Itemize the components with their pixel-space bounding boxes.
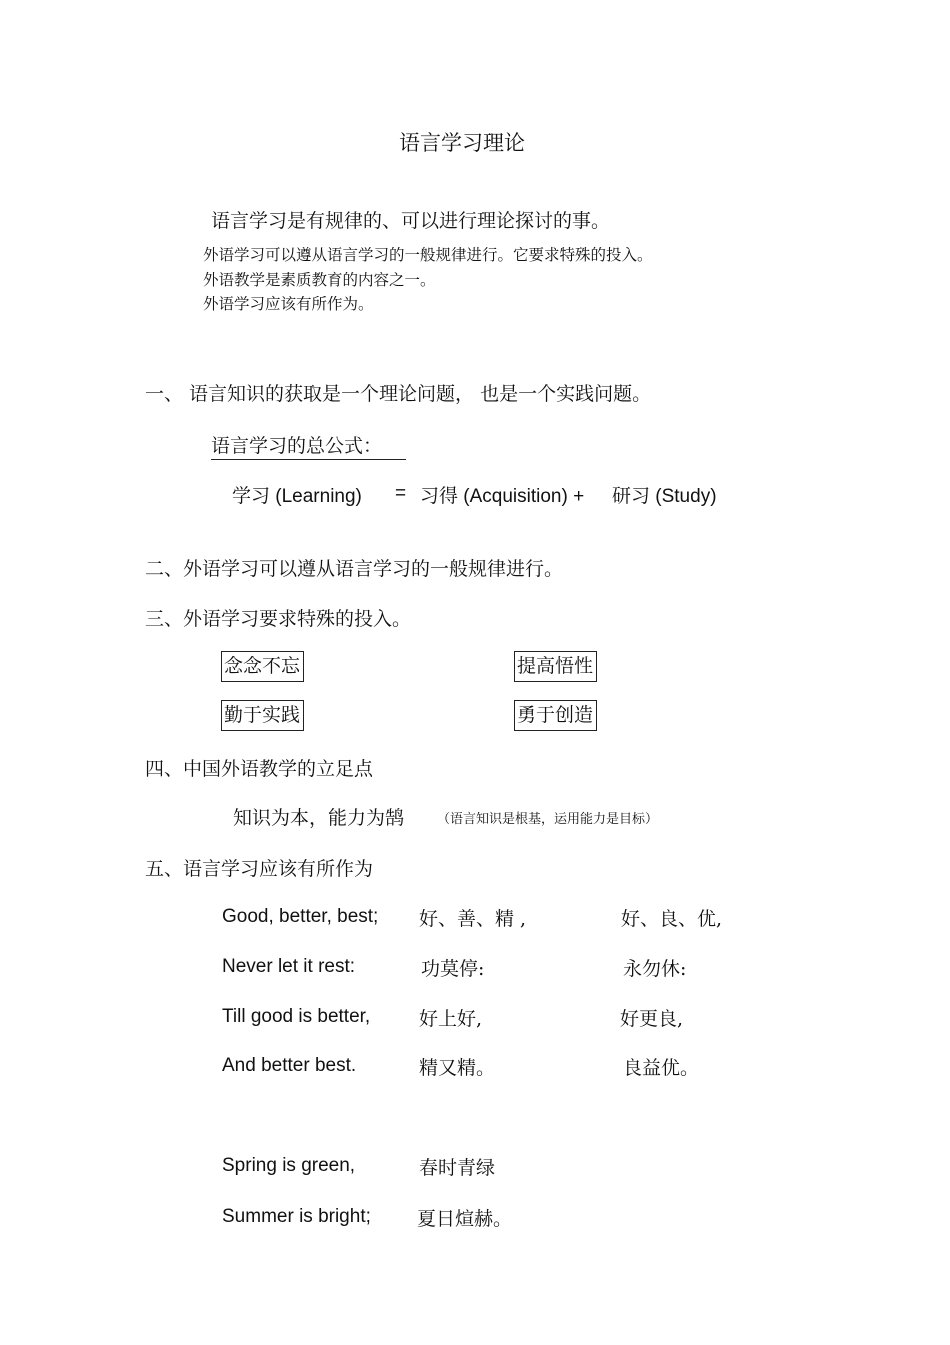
- page-title: 语言学习理论: [399, 131, 525, 155]
- formula-label: [211, 431, 406, 458]
- intro-line: 外语学习应该有所作为。: [203, 295, 374, 313]
- motto: 知识为本，能力为鹄: [233, 807, 405, 829]
- formula-equals: =: [395, 483, 407, 504]
- intro-line: 外语学习可以遵从语言学习的一般规律进行。它要求特殊的投入。: [203, 246, 653, 264]
- intro-line: 外语教学是素质教育的内容之一。: [203, 271, 436, 289]
- verse-english: And better best.: [222, 1055, 357, 1076]
- verse-chinese-1: 好、善、精 ,: [419, 908, 527, 930]
- verse-chinese-2: 好更良,: [620, 1008, 684, 1030]
- verse-english: Good, better, best;: [222, 906, 379, 927]
- boxed-phrase: 勇于创造: [514, 700, 597, 731]
- intro-lead: 语言学习是有规律的、可以进行理论探讨的事。: [211, 210, 611, 232]
- formula-acquisition: 习得 (Acquisition) +: [420, 486, 585, 507]
- section-5-heading: 五、语言学习应该有所作为: [145, 858, 374, 880]
- verse-english: Summer is bright;: [222, 1206, 371, 1227]
- verse-chinese-1: 精又精。: [419, 1057, 496, 1079]
- verse-chinese-2: 永勿休:: [623, 958, 687, 980]
- verse-english: Never let it rest:: [222, 956, 356, 977]
- verse-english: Spring is green,: [222, 1155, 356, 1176]
- verse-english: Till good is better,: [222, 1006, 371, 1027]
- section-3-heading: 三、外语学习要求特殊的投入。: [145, 608, 412, 630]
- verse-chinese-2: 良益优。: [623, 1057, 700, 1079]
- verse-chinese-1: 夏日煊赫。: [417, 1208, 513, 1230]
- section-2-heading: 二、外语学习可以遵从语言学习的一般规律进行。: [145, 558, 564, 580]
- formula-label-text: 语言学习的总公式：: [211, 435, 406, 460]
- section-4-heading: 四、中国外语教学的立足点: [145, 758, 374, 780]
- boxed-phrase: 勤于实践: [221, 700, 304, 731]
- verse-chinese-1: 好上好,: [419, 1008, 483, 1030]
- boxed-phrase: 念念不忘: [221, 651, 304, 682]
- verse-chinese-2: 好、良、优,: [621, 908, 723, 930]
- boxed-phrase: 提高悟性: [514, 651, 597, 682]
- motto-note: （语言知识是根基，运用能力是目标）: [437, 812, 659, 827]
- section-1-heading: 一、 语言知识的获取是一个理论问题， 也是一个实践问题。: [145, 383, 652, 405]
- formula-learning: 学习 (Learning): [232, 486, 362, 507]
- verse-chinese-1: 功莫停:: [421, 958, 485, 980]
- formula-study: 研习 (Study): [612, 486, 717, 507]
- verse-chinese-1: 春时青绿: [419, 1157, 496, 1179]
